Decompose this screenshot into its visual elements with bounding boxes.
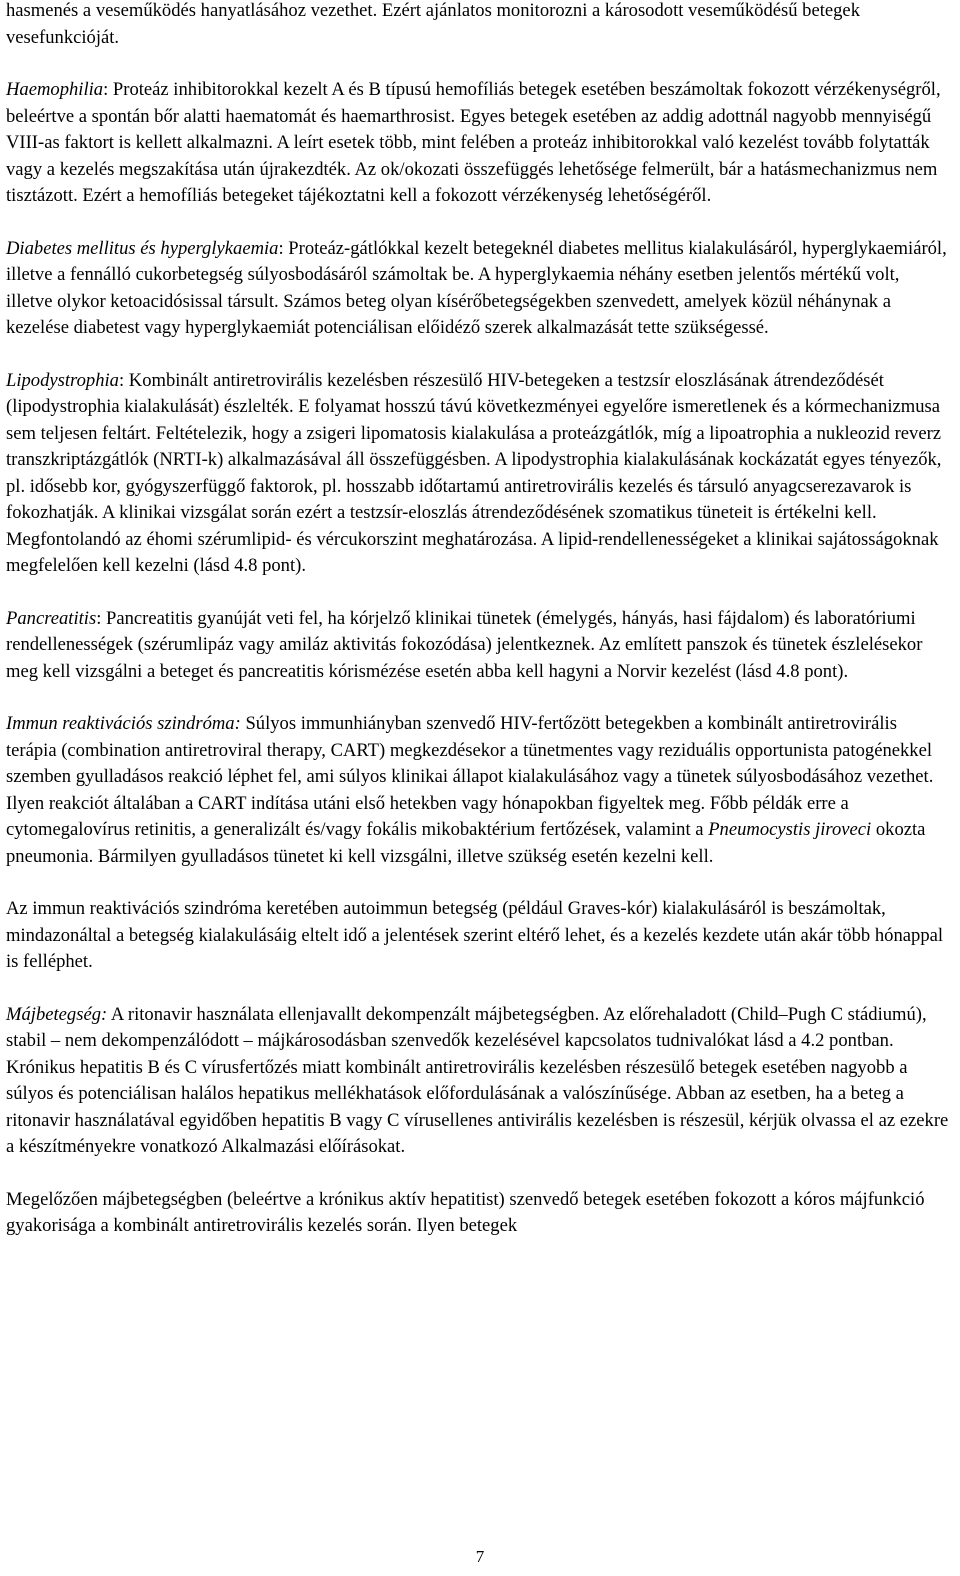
paragraph-text: : Pancreatitis gyanúját veti fel, ha kórjelző klinikai tünetek (émelygés, hányás, hasi fájdalom) és laboratóriumi rendellenességek (szérumlipáz vagy amiláz aktivitás fokozódása) jelentkeznek. Az említett panszok és tünetek észlelésekor meg kell vizsgálni a beteget és pancreatitis kórismézése esetén abba kell hagyni a Norvir kezelést (lásd 4.8 pont). [6, 607, 923, 682]
section-term-pancreatitis: Pancreatitis [6, 607, 97, 629]
paragraph-spacer [6, 685, 950, 711]
species-name: Pneumocystis jiroveci [708, 819, 872, 840]
paragraph-text: : Proteáz inhibitorokkal kezelt A és B típusú hemofíliás betegek esetében beszámoltak fokozott vérzékenységről, beleértve a spontán bőr alatti haematomát és haemarthrosist. Egyes betegek esetében az addig adottnál nagyobb mennyiségű VIII-as faktort is kellett alkalmazni. A leírt esetek több, mint felében a proteáz inhibitorokkal való kezelést tovább folytatták vagy a kezelés megszakítása után újrakezdték. Az ok/okozati összefüggés lehetősége felmerült, bár a hatásmechanizmus nem tisztázott. Ezért a hemofíliás betegeket tájékoztatni kell a fokozott vérzékenység lehetőségéről. [6, 79, 941, 206]
paragraph-text: Súlyos immunhiányban szenvedő HIV-fertőzött betegekben a kombinált antiretrovirális terápia (combination antiretroviral therapy, CART) megkezdésekor a tünetmentes vagy reziduális opportunista patogénekkel szemben gyulladásos reakció léphet fel, ami súlyos klinikai állapot kialakulásához vagy a tünetek súlyosbodásához vezethet. Ilyen reakciót általában a CART indítása utáni első hetekben vagy hónapokban figyeltek meg. Főbb példák erre a cytomegalovírus retinitis, a generalizált és/vagy fokális mikobaktérium fertőzések, valamint a [6, 713, 934, 840]
paragraph-text: Megelőzően májbetegségben (beleértve a krónikus aktív hepatitist) szenvedő betegek esetében fokozott a kóros májfunkció gyakorisága a kombinált antiretrovirális kezelés során. Ilyen betegek [6, 1188, 925, 1236]
section-term-diabetes: Diabetes mellitus és hyperglykaemia [6, 237, 279, 259]
paragraph-spacer [6, 580, 950, 606]
paragraph-prior-liver-disease [6, 1187, 950, 1240]
section-term-immune-reactivation: Immun reaktivációs szindróma: [6, 713, 241, 734]
paragraph-spacer [6, 210, 950, 236]
paragraph-pancreatitis [6, 606, 950, 686]
document-page [6, 0, 950, 1240]
page-number: 7 [475, 1547, 485, 1566]
paragraph-haemophilia [6, 77, 950, 210]
paragraph-spacer [6, 342, 950, 368]
paragraph-text: hasmenés a veseműködés hanyatlásához vezethet. Ezért ajánlatos monitorozni a károsodott veseműködésű betegek vesefunkcióját. [6, 0, 860, 48]
section-term-liver-disease: Májbetegség: [6, 1003, 108, 1025]
paragraph-lipodystrophia [6, 368, 950, 580]
section-term-lipodystrophia: Lipodystrophia [6, 369, 119, 391]
paragraph-spacer [6, 51, 950, 77]
paragraph-spacer [6, 976, 950, 1002]
paragraph-liver-disease [6, 1002, 950, 1161]
section-term-haemophilia: Haemophilia [6, 79, 104, 100]
paragraph-renal-continuation [6, 0, 950, 51]
paragraph-diabetes [6, 236, 950, 342]
paragraph-text: : Proteáz-gátlókkal kezelt betegeknél diabetes mellitus kialakulásáról, hyperglykaemiáról, illetve a fennálló cukorbetegség súlyosbodásáról számoltak be. A hyperglykaemia néhány esetben jelentős mértékű volt, illetve olykor ketoacidósissal társult. Számos beteg olyan kísérőbetegségekben szenvedett, amelyek közül néhánynak a kezelése diabetest vagy hyperglykaemiát potenciálisan előidéző szerek alkalmazását tette szükségessé. [6, 237, 947, 338]
paragraph-text: A ritonavir használata ellenjavallt dekompenzált májbetegségben. Az előrehaladott (Child–Pugh C stádiumú), stabil – nem dekompenzálódott – májkárosodásban szenvedők kezelésével kapcsolatos tudnivalókat lásd a 4.2 pontban. Krónikus hepatitis B és C vírusfertőzés miatt kombinált antiretrovirális kezelésben részesülő betegek esetében nagyobb a súlyos és potenciálisan halálos hepatikus mellékhatások előfordulásának a valószínűsége. Abban az esetben, ha a beteg a ritonavir használatával egyidőben hepatitis B vagy C vírusellenes antivirális kezelésben is részesül, kérjük olvassa el az ezekre a készítményekre vonatkozó Alkalmazási előírásokat. [6, 1003, 949, 1157]
paragraph-spacer [6, 1161, 950, 1187]
paragraph-text: Az immun reaktivációs szindróma keretében autoimmun betegség (például Graves-kór) kialakulásáról is beszámoltak, mindazonáltal a betegség kialakulásáig eltelt idő a jelentések szerint eltérő lehet, és a kezelés kezdete után akár több hónappal is felléphet. [6, 898, 944, 972]
paragraph-immune-reactivation [6, 711, 950, 870]
paragraph-spacer [6, 870, 950, 896]
paragraph-text: okozta pneumonia. Bármilyen gyulladásos tünetet ki kell vizsgálni, illetve szükség esetén kezelni kell. [6, 819, 926, 867]
paragraph-autoimmune [6, 896, 950, 976]
paragraph-text: : Kombinált antiretrovirális kezelésben részesülő HIV-betegeken a testzsír eloszlásának átrendeződését (lipodystrophia kialakulását) észlelték. E folyamat hosszú távú következményei egyelőre ismeretlenek és a kórmechanizmusa sem teljesen feltárt. Feltételezik, hogy a zsigeri lipomatosis kialakulása a proteázgátlók, míg a lipoatrophia a nukleozid reverz transzkriptázgátlók (NRTI-k) alkalmazásával áll összefüggésben. A lipodystrophia kialakulásának kockázatát egyes tényezők, pl. idősebb kor, gyógyszerfüggő faktorok, pl. hosszabb időtartamú antiretrovirális kezelés és társuló anyagcserezavarok is fokozhatják. A klinikai vizsgálat során ezért a testzsír-eloszlás átrendeződésének szomatikus tüneteit is értékelni kell. Megfontolandó az éhomi szérumlipid- és vércukorszint meghatározása. A lipid-rendellenességeket a klinikai sajátosságoknak megfelelően kell kezelni (lásd 4.8 pont). [6, 369, 942, 576]
